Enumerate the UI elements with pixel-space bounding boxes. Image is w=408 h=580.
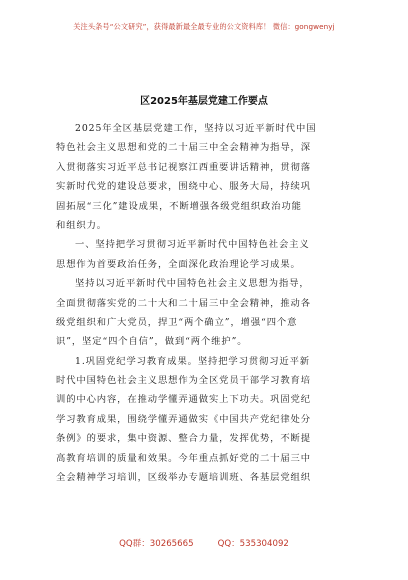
body-line-10: 全面贯彻落实党的二十大和二十届三中全会精神，推动各 <box>56 297 311 309</box>
body-line-13: 1.巩固党纪学习教育成果。坚持把学习贯彻习近平新 <box>75 355 311 367</box>
body-line-9: 坚持以习近平新时代中国特色社会主义思想为指导， <box>75 278 310 290</box>
header-banner: 关注头条号“公文研究”，获得最新最全最专业的公文资料库！ 微信：gongwenyj <box>73 22 335 31</box>
body-line-1: 2025年全区基层党建工作，坚持以习近平新时代中国 <box>75 123 317 134</box>
body-line-12: 识”，坚定“四个自信”，做到“两个维护”。 <box>56 336 248 348</box>
footer-qq-group: QQ群：30265665 <box>119 539 194 549</box>
body-line-11: 级党组织和广大党员，捍卫“两个确立”，增强“四个意 <box>56 316 298 328</box>
body-line-17: 条例》的要求，集中资源、整合力量，发挥优势，不断提 <box>56 433 311 445</box>
footer-contact <box>0 537 408 549</box>
body-line-5: 固拓展“三化”建设成果，不断增强各级党组织政治功能 <box>56 200 302 212</box>
body-line-16: 学习教育成果，围绕学懂弄通做实《中国共产党纪律处分 <box>56 413 311 425</box>
footer-qq-number: QQ：535304092 <box>217 539 289 549</box>
body-line-7: 一、坚持把学习贯彻习近平新时代中国特色社会主义 <box>75 239 310 251</box>
document-title: 区2025年基层党建工作要点 <box>140 96 268 107</box>
body-line-19: 全会精神学习培训，区级举办专题培训班、各基层党组织 <box>56 472 311 484</box>
body-line-8: 思想作为首要政治任务，全面深化政治理论学习成果。 <box>56 258 301 270</box>
body-line-15: 训的中心内容，在推动学懂弄通做实上下功夫。巩固党纪 <box>56 394 311 406</box>
body-line-14: 时代中国特色社会主义思想作为全区党员干部学习教育培 <box>56 375 311 387</box>
document-body <box>56 119 352 487</box>
body-line-6: 和组织力。 <box>56 219 107 231</box>
body-line-3: 入贯彻落实习近平总书记视察江西重要讲话精神，贯彻落 <box>56 161 311 173</box>
body-line-4: 实新时代党的建设总要求，围绕中心、服务大局，持续巩 <box>56 181 311 193</box>
body-line-2: 特色社会主义思想和党的二十届三中全会精神为指导，深 <box>56 142 311 154</box>
body-line-18: 高教育培训的质量和效果。今年重点抓好党的二十届三中 <box>56 452 311 464</box>
